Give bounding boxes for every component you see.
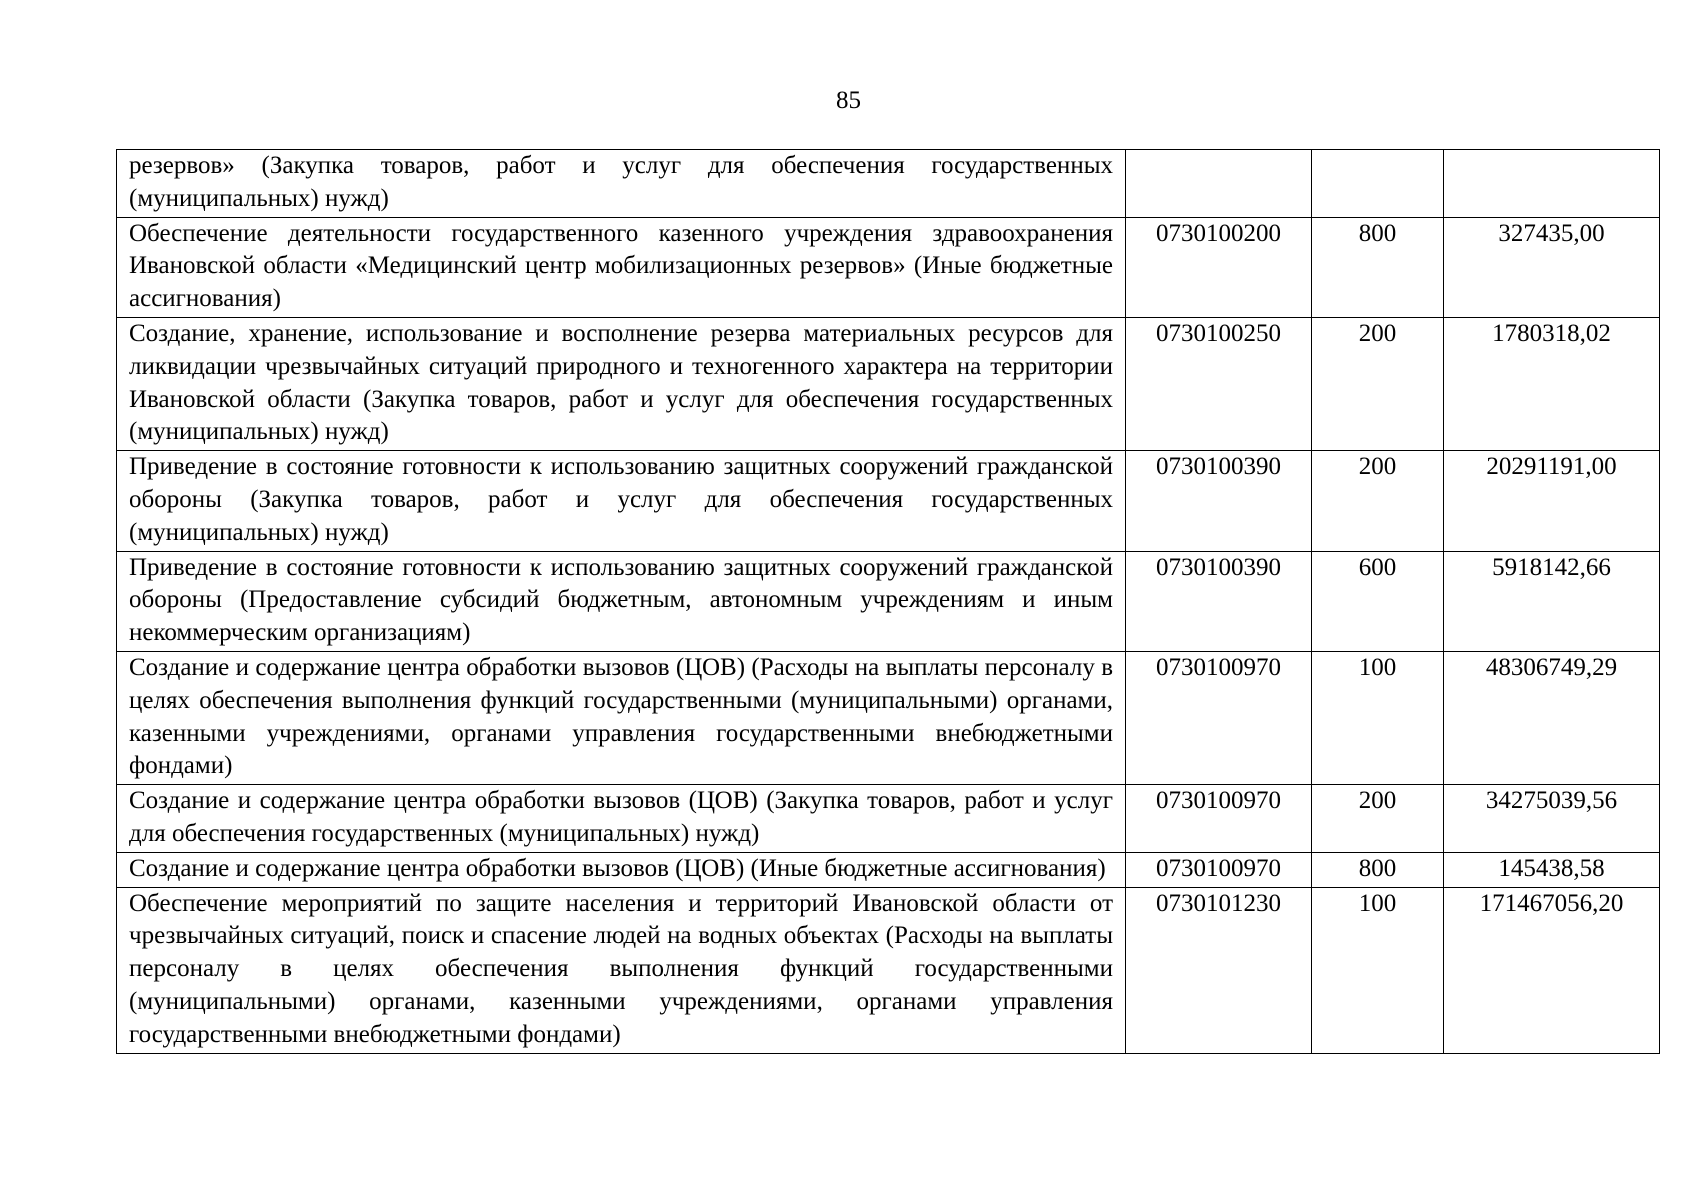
row-name-cell: резервов» (Закупка товаров, работ и услуг для обеспечения государственных (муниципальных) нужд)	[117, 150, 1126, 218]
target-code-cell: 0730100970	[1126, 785, 1312, 853]
expense-type-cell: 200	[1312, 451, 1444, 551]
target-code-cell: 0730100390	[1126, 551, 1312, 651]
target-code-cell: 0730100390	[1126, 451, 1312, 551]
target-code-cell	[1126, 150, 1312, 218]
amount-cell: 20291191,00	[1444, 451, 1660, 551]
target-code-cell: 0730100250	[1126, 317, 1312, 450]
row-name-cell: Обеспечение деятельности государственного казенного учреждения здравоохранения Ивановской области «Медицинский центр мобилизационных резервов» (Иные бюджетные ассигнования)	[117, 217, 1126, 317]
target-code-cell: 0730101230	[1126, 887, 1312, 1053]
table-row	[117, 852, 1660, 887]
expense-type-cell: 100	[1312, 887, 1444, 1053]
amount-cell	[1444, 150, 1660, 218]
row-name-cell: Создание и содержание центра обработки вызовов (ЦОВ) (Иные бюджетные ассигнования)	[117, 852, 1126, 887]
table-row	[117, 551, 1660, 651]
table-row	[117, 217, 1660, 317]
table-row	[117, 451, 1660, 551]
amount-cell: 327435,00	[1444, 217, 1660, 317]
expense-type-cell: 800	[1312, 852, 1444, 887]
table-row	[117, 150, 1660, 218]
expense-type-cell: 800	[1312, 217, 1444, 317]
table-row	[117, 651, 1660, 784]
budget-table	[116, 149, 1660, 1054]
target-code-cell: 0730100970	[1126, 651, 1312, 784]
amount-cell: 1780318,02	[1444, 317, 1660, 450]
row-name-cell: Создание, хранение, использование и восполнение резерва материальных ресурсов для ликвидации чрезвычайных ситуаций природного и техногенного характера на территории Ивановской области (Закупка товаров, работ и услуг для обеспечения государственных (муниципальных) нужд)	[117, 317, 1126, 450]
table-row	[117, 887, 1660, 1053]
row-name-cell: Приведение в состояние готовности к использованию защитных сооружений гражданской обороны (Закупка товаров, работ и услуг для обеспечения государственных (муниципальных) нужд)	[117, 451, 1126, 551]
amount-cell: 5918142,66	[1444, 551, 1660, 651]
expense-type-cell: 200	[1312, 785, 1444, 853]
expense-type-cell: 600	[1312, 551, 1444, 651]
page-number: 85	[836, 87, 861, 114]
row-name-cell: Создание и содержание центра обработки вызовов (ЦОВ) (Расходы на выплаты персоналу в целях обеспечения выполнения функций государственными (муниципальными) органами, казенными учреждениями, органами управления государственными внебюджетными фондами)	[117, 651, 1126, 784]
row-name-cell: Создание и содержание центра обработки вызовов (ЦОВ) (Закупка товаров, работ и услуг для обеспечения государственных (муниципальных) нужд)	[117, 785, 1126, 853]
expense-type-cell: 100	[1312, 651, 1444, 784]
amount-cell: 48306749,29	[1444, 651, 1660, 784]
amount-cell: 34275039,56	[1444, 785, 1660, 853]
amount-cell: 171467056,20	[1444, 887, 1660, 1053]
row-name-cell: Приведение в состояние готовности к использованию защитных сооружений гражданской обороны (Предоставление субсидий бюджетным, автономным учреждениям и иным некоммерческим организациям)	[117, 551, 1126, 651]
table-row	[117, 785, 1660, 853]
expense-type-cell	[1312, 150, 1444, 218]
target-code-cell: 0730100200	[1126, 217, 1312, 317]
expense-type-cell: 200	[1312, 317, 1444, 450]
table-row	[117, 317, 1660, 450]
target-code-cell: 0730100970	[1126, 852, 1312, 887]
amount-cell: 145438,58	[1444, 852, 1660, 887]
row-name-cell: Обеспечение мероприятий по защите населения и территорий Ивановской области от чрезвычайных ситуаций, поиск и спасение людей на водных объектах (Расходы на выплаты персоналу в целях обеспечения выполнения функций государственными (муниципальными) органами, казенными учреждениями, органами управления государственными внебюджетными фондами)	[117, 887, 1126, 1053]
